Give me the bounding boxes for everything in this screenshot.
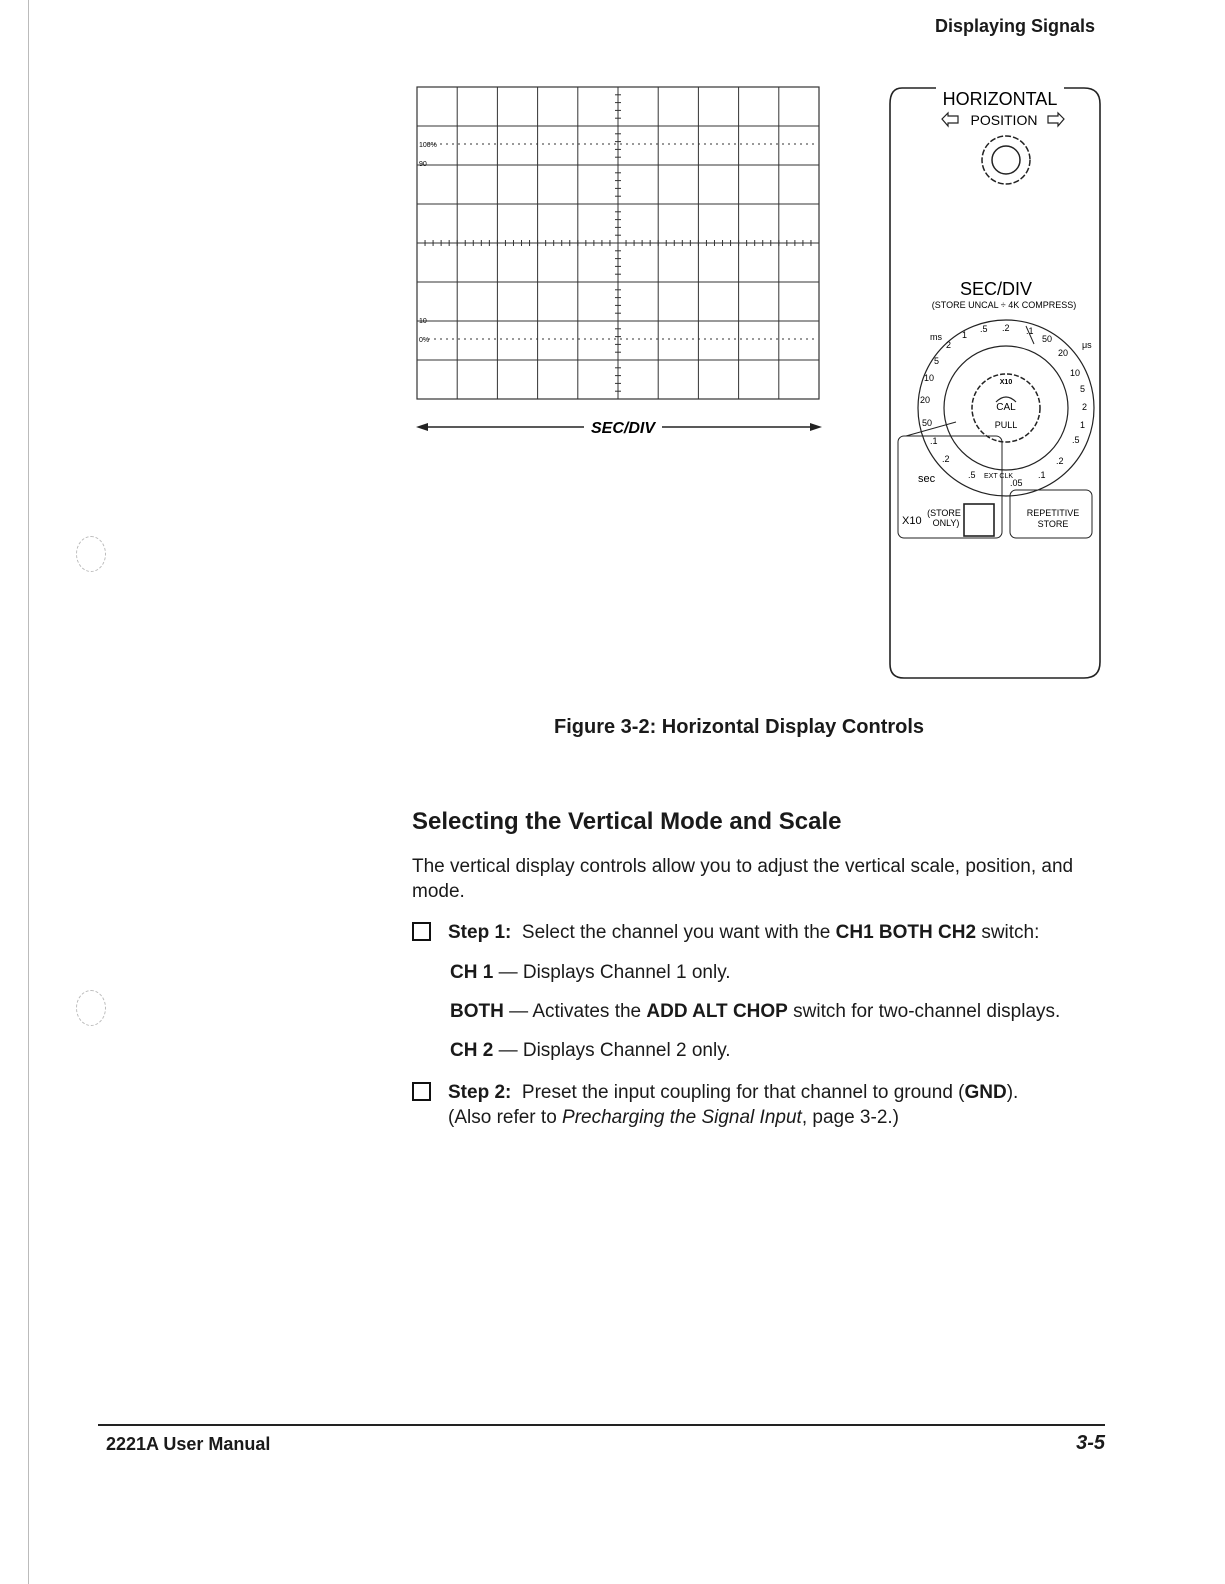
ext-clk-label: EXT CLK [984, 473, 1014, 480]
graticule-label-0: 0% [419, 337, 430, 344]
left-tick: 10 [924, 373, 935, 383]
secdiv-arrow [416, 414, 826, 440]
position-label: POSITION [970, 112, 1038, 128]
option-text: switch for two-channel displays. [793, 1001, 1061, 1022]
ms-tick: 1 [962, 330, 968, 340]
step-2-label: Step 2: [448, 1082, 512, 1103]
us-tick: 20 [1058, 348, 1069, 358]
option-key: CH 1 [450, 962, 494, 983]
footer-manual-title: 2221A User Manual [106, 1434, 271, 1454]
us-tick: .05 [1010, 478, 1023, 488]
step-2-gnd: GND [964, 1082, 1007, 1103]
dial-pull: PULL [994, 420, 1018, 430]
store-only-label: (STORE [927, 508, 961, 518]
left-tick: 50 [922, 418, 933, 428]
option-key: BOTH [450, 1001, 504, 1022]
dial-cal: CAL [996, 402, 1016, 413]
horizontal-label: HORIZONTAL [942, 89, 1058, 109]
us-tick: 2 [1082, 402, 1088, 412]
page-margin-line [28, 0, 29, 1584]
graticule-figure [416, 86, 822, 402]
x10-label: X10 [902, 515, 922, 527]
step-2-text-b: ). [1006, 1082, 1019, 1103]
left-tick: 5 [934, 356, 940, 366]
secdiv-note: (STORE UNCAL ÷ 4K COMPRESS) [931, 300, 1077, 310]
repetitive-store-label: REPETITIVE [1026, 508, 1080, 518]
left-tick: .5 [968, 470, 976, 480]
left-tick: .1 [930, 436, 938, 446]
footer-rule [98, 1424, 1105, 1426]
dial-unit-sec: sec [918, 473, 936, 485]
left-tick: .2 [942, 454, 950, 464]
store-only-button[interactable] [964, 504, 994, 536]
step-2-text-a: Preset the input coupling for that channel to ground ( [521, 1082, 965, 1103]
step-1-checkbox[interactable] [412, 922, 431, 941]
option-text: Activates the [532, 1001, 642, 1022]
option-ch1 [450, 960, 731, 985]
step-2-checkbox[interactable] [412, 1082, 431, 1101]
binder-hole [76, 536, 106, 572]
ms-tick: 2 [946, 340, 952, 350]
us-tick: 50 [1042, 334, 1053, 344]
figure-caption: Figure 3-2: Horizontal Display Controls [554, 716, 925, 738]
secdiv-label: SEC/DIV [959, 279, 1033, 299]
graticule-label-10: 10 [419, 318, 427, 325]
graticule-label-90: 90 [419, 161, 427, 168]
graticule-label-100: 100% [419, 142, 437, 149]
arrow-right-icon [1048, 113, 1064, 126]
step-1-label: Step 1: [448, 922, 512, 943]
us-tick: .1 [1038, 470, 1046, 480]
binder-hole [76, 990, 106, 1026]
arrow-left-icon [942, 113, 958, 126]
store-only-label: ONLY) [932, 518, 960, 528]
us-tick: .2 [1056, 456, 1064, 466]
section-intro: The vertical display controls allow you to adjust the vertical scale, position, and mode. [412, 856, 1074, 902]
option-both [450, 999, 1060, 1024]
section-title: Selecting the Vertical Mode and Scale [412, 808, 842, 835]
dial-unit-ms: ms [930, 332, 942, 342]
horizontal-control-panel [886, 86, 1104, 682]
step-1 [412, 920, 1102, 946]
option-text: Displays Channel 2 only. [522, 1040, 731, 1061]
us-tick: 1 [1080, 420, 1086, 430]
step-1-text-a: Select the channel you want with the [521, 922, 831, 943]
step-1-switch: CH1 BOTH CH2 [835, 922, 977, 943]
option-bold: ADD ALT CHOP [646, 1001, 788, 1022]
step-1-text-b: switch: [981, 922, 1040, 943]
us-tick: 10 [1070, 368, 1081, 378]
option-sep: — [509, 1001, 529, 1022]
option-sep: — [498, 1040, 518, 1061]
option-sep: — [498, 962, 518, 983]
step-2-ref-title: Precharging the Signal Input [562, 1107, 802, 1128]
option-text: Displays Channel 1 only. [522, 962, 731, 983]
step-2-text-d: , page 3-2.) [801, 1107, 899, 1128]
ms-tick: .1 [1026, 326, 1034, 336]
us-tick: 5 [1080, 384, 1086, 394]
step-2 [412, 1080, 1102, 1132]
step-2-text-c: (Also refer to [448, 1107, 557, 1128]
dial-x10: X10 [999, 379, 1013, 386]
secdiv-axis-label: SEC/DIV [590, 420, 656, 437]
dial-unit-us: μs [1082, 340, 1092, 350]
repetitive-store-label: STORE [1037, 519, 1069, 529]
footer-page-number: 3-5 [1076, 1432, 1105, 1454]
left-tick: 20 [920, 395, 931, 405]
position-knob[interactable] [982, 136, 1030, 184]
option-ch2 [450, 1038, 731, 1063]
ms-tick: .2 [1002, 323, 1010, 333]
running-head: Displaying Signals [934, 16, 1095, 36]
us-tick: .5 [1072, 435, 1080, 445]
ms-tick: .5 [980, 324, 988, 334]
option-key: CH 2 [450, 1040, 494, 1061]
